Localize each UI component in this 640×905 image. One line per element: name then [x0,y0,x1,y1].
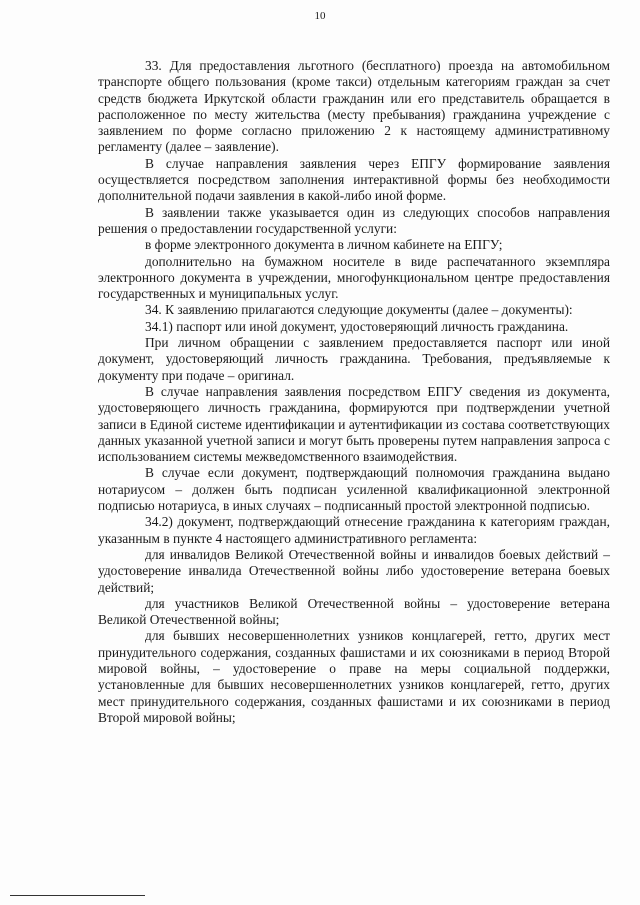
paragraph: В случае направления заявления посредством ЕПГУ сведения из документа, удостоверяющего личность гражданина, формируются при подтверждении учетной записи в Единой системе идентификации и аутентификации из состава соответствующих данных указанной учетной записи и могут быть проверены путем направления запроса с использованием системы межведомственного взаимодействия. [98,383,610,465]
page-number: 10 [314,10,326,22]
paragraph: В случае если документ, подтверждающий полномочия гражданина выдано нотариусом – должен быть подписан усиленной квалификационной электронной подписью нотариуса, в иных случаях – подписанный простой электронной подписью. [98,465,610,514]
paragraph: При личном обращении с заявлением предоставляется паспорт или иной документ, удостоверяющий личность гражданина. Требования, предъявляемые к документу при подаче – оригинал. [98,335,610,383]
paragraph: В случае направления заявления через ЕПГУ формирование заявления осуществляется посредством заполнения интерактивной формы без необходимости дополнительной подачи заявления в какой-либо иной форме. [98,155,610,204]
paragraph: 33. Для предоставления льготного (бесплатного) проезда на автомобильном транспорте общего пользования (кроме такси) отдельным категориям граждан за счет средств бюджета Иркутской области гражданин или его представитель обращается в расположенное по месту жительства (месту пребывания) гражданина учреждение с заявлением по форме согласно приложению 2 к настоящему административному регламенту (далее – заявление). [98,58,610,155]
footnote-divider [10,895,145,896]
paragraph: дополнительно на бумажном носителе в виде распечатанного экземпляра электронного документа в учреждении, многофункциональном центре предоставления государственных и муниципальных услуг. [98,253,610,302]
paragraph: В заявлении также указывается один из следующих способов направления решения о предоставлении государственной услуги: [98,204,610,236]
paragraph: для участников Великой Отечественной войны – удостоверение ветерана Великой Отечественной войны; [98,595,610,628]
document-body [98,58,610,726]
paragraph: для инвалидов Великой Отечественной войны и инвалидов боевых действий – удостоверение инвалида Отечественной войны либо удостоверение ветерана боевых действий; [98,546,610,595]
paragraph: 34.2) документ, подтверждающий отнесение гражданина к категориям граждан, указанным в пункте 4 настоящего административного регламента: [98,514,610,546]
paragraph: 34.1) паспорт или иной документ, удостоверяющий личность гражданина. [145,318,569,334]
paragraph: для бывших несовершеннолетних узников концлагерей, гетто, других мест принудительного содержания, созданных фашистами и их союзниками в период Второй мировой войны, – удостоверение о праве на меры социальной поддержки, установленные для бывших несовершеннолетних узников концлагерей, гетто, других мест принудительного содержания, созданных фашистами и их союзниками в период Второй мировой войны; [98,628,610,725]
paragraph: в форме электронного документа в личном кабинете на ЕПГУ; [145,237,503,253]
paragraph: 34. К заявлению прилагаются следующие документы (далее – документы): [145,302,573,318]
